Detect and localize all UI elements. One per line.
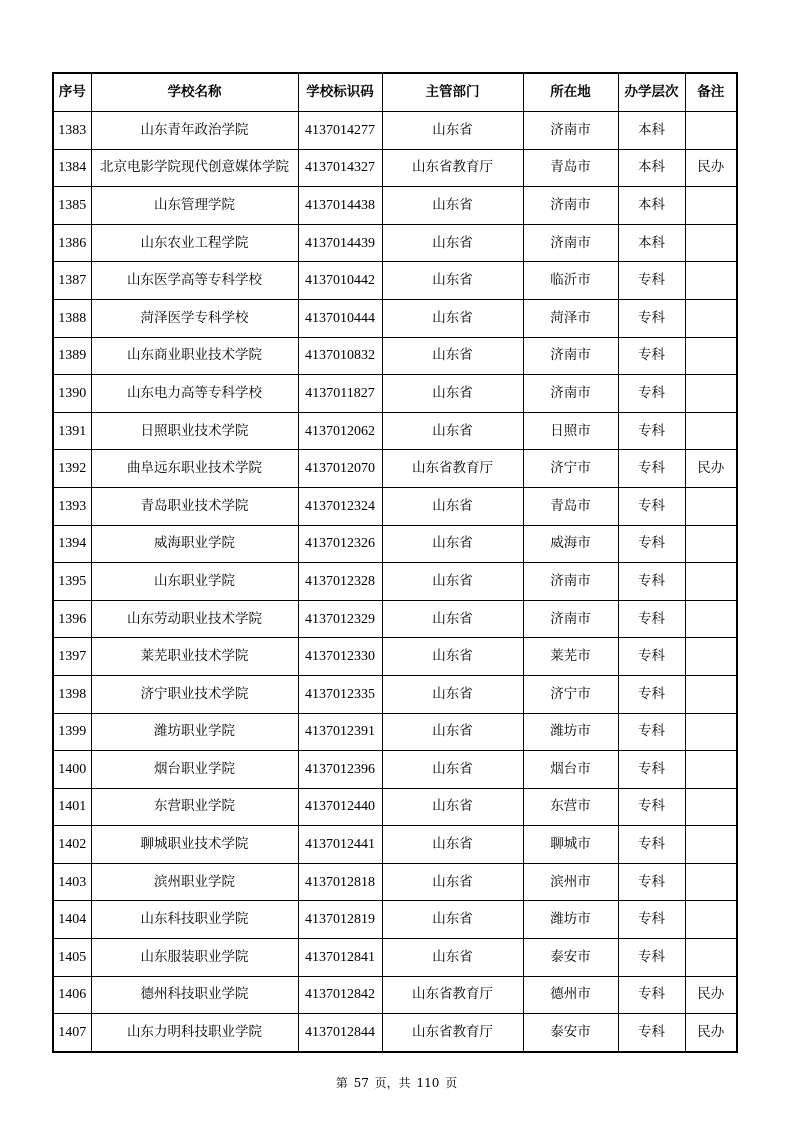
table-row <box>53 112 737 150</box>
cell-col-level: 专科 <box>618 487 685 525</box>
cell-col-school-name: 青岛职业技术学院 <box>91 487 298 525</box>
cell-col-level: 专科 <box>618 412 685 450</box>
cell-col-department: 山东省教育厅 <box>382 1014 523 1052</box>
table-row <box>53 939 737 977</box>
cell-col-serial: 1386 <box>53 224 91 262</box>
cell-col-department: 山东省 <box>382 375 523 413</box>
cell-col-school-name: 山东劳动职业技术学院 <box>91 600 298 638</box>
cell-col-location: 泰安市 <box>523 939 618 977</box>
table-row <box>53 826 737 864</box>
cell-col-school-name: 济宁职业技术学院 <box>91 675 298 713</box>
cell-col-department: 山东省 <box>382 337 523 375</box>
cell-col-level: 专科 <box>618 563 685 601</box>
cell-col-department: 山东省 <box>382 751 523 789</box>
cell-col-level: 专科 <box>618 863 685 901</box>
table-row <box>53 412 737 450</box>
cell-col-serial: 1397 <box>53 638 91 676</box>
cell-col-serial: 1403 <box>53 863 91 901</box>
header-col-department: 主管部门 <box>382 73 523 112</box>
cell-col-remark <box>685 751 737 789</box>
footer-prefix: 第 <box>335 1076 348 1090</box>
cell-col-department: 山东省 <box>382 600 523 638</box>
cell-col-location: 德州市 <box>523 976 618 1014</box>
cell-col-remark <box>685 788 737 826</box>
cell-col-school-name: 山东力明科技职业学院 <box>91 1014 298 1052</box>
table-row <box>53 788 737 826</box>
table-row <box>53 299 737 337</box>
school-list-sheet <box>52 72 736 1053</box>
cell-col-location: 济宁市 <box>523 675 618 713</box>
cell-col-remark: 民办 <box>685 1014 737 1052</box>
cell-col-school-code: 4137012844 <box>298 1014 382 1052</box>
cell-col-school-name: 山东农业工程学院 <box>91 224 298 262</box>
cell-col-level: 专科 <box>618 375 685 413</box>
cell-col-school-name: 威海职业学院 <box>91 525 298 563</box>
cell-col-remark <box>685 901 737 939</box>
cell-col-school-name: 山东职业学院 <box>91 563 298 601</box>
cell-col-level: 专科 <box>618 713 685 751</box>
cell-col-remark <box>685 487 737 525</box>
footer-suffix: 页 <box>445 1076 458 1090</box>
cell-col-school-code: 4137012819 <box>298 901 382 939</box>
cell-col-remark <box>685 826 737 864</box>
cell-col-serial: 1388 <box>53 299 91 337</box>
cell-col-serial: 1391 <box>53 412 91 450</box>
cell-col-level: 本科 <box>618 149 685 187</box>
cell-col-school-name: 莱芜职业技术学院 <box>91 638 298 676</box>
cell-col-department: 山东省 <box>382 412 523 450</box>
cell-col-school-code: 4137014438 <box>298 187 382 225</box>
cell-col-school-code: 4137012841 <box>298 939 382 977</box>
cell-col-serial: 1392 <box>53 450 91 488</box>
table-row <box>53 675 737 713</box>
cell-col-school-name: 山东商业职业技术学院 <box>91 337 298 375</box>
cell-col-location: 济南市 <box>523 375 618 413</box>
cell-col-remark <box>685 187 737 225</box>
table-row <box>53 863 737 901</box>
cell-col-serial: 1407 <box>53 1014 91 1052</box>
cell-col-school-code: 4137012328 <box>298 563 382 601</box>
cell-col-serial: 1384 <box>53 149 91 187</box>
header-col-remark: 备注 <box>685 73 737 112</box>
cell-col-school-code: 4137010442 <box>298 262 382 300</box>
cell-col-school-name: 滨州职业学院 <box>91 863 298 901</box>
cell-col-serial: 1383 <box>53 112 91 150</box>
cell-col-school-code: 4137010832 <box>298 337 382 375</box>
cell-col-location: 莱芜市 <box>523 638 618 676</box>
cell-col-department: 山东省 <box>382 826 523 864</box>
cell-col-school-code: 4137012818 <box>298 863 382 901</box>
cell-col-remark <box>685 224 737 262</box>
header-col-level: 办学层次 <box>618 73 685 112</box>
cell-col-school-name: 烟台职业学院 <box>91 751 298 789</box>
cell-col-school-code: 4137014439 <box>298 224 382 262</box>
page-footer <box>0 1074 793 1091</box>
cell-col-level: 专科 <box>618 751 685 789</box>
cell-col-school-code: 4137012441 <box>298 826 382 864</box>
cell-col-school-name: 山东科技职业学院 <box>91 901 298 939</box>
cell-col-remark <box>685 299 737 337</box>
cell-col-school-code: 4137012070 <box>298 450 382 488</box>
cell-col-level: 专科 <box>618 299 685 337</box>
cell-col-remark: 民办 <box>685 149 737 187</box>
table-row <box>53 525 737 563</box>
cell-col-location: 济宁市 <box>523 450 618 488</box>
footer-page-number: 57 <box>353 1076 369 1090</box>
cell-col-school-name: 聊城职业技术学院 <box>91 826 298 864</box>
footer-mid: 页，共 <box>374 1076 411 1090</box>
cell-col-serial: 1402 <box>53 826 91 864</box>
cell-col-level: 专科 <box>618 826 685 864</box>
cell-col-location: 烟台市 <box>523 751 618 789</box>
cell-col-school-name: 曲阜远东职业技术学院 <box>91 450 298 488</box>
cell-col-location: 菏泽市 <box>523 299 618 337</box>
cell-col-location: 济南市 <box>523 187 618 225</box>
cell-col-remark <box>685 112 737 150</box>
school-table <box>52 72 738 1053</box>
cell-col-department: 山东省 <box>382 262 523 300</box>
cell-col-level: 专科 <box>618 901 685 939</box>
cell-col-department: 山东省 <box>382 939 523 977</box>
cell-col-school-code: 4137012329 <box>298 600 382 638</box>
cell-col-department: 山东省 <box>382 713 523 751</box>
cell-col-serial: 1394 <box>53 525 91 563</box>
cell-col-serial: 1396 <box>53 600 91 638</box>
cell-col-department: 山东省 <box>382 487 523 525</box>
footer-total-pages: 110 <box>416 1076 440 1090</box>
cell-col-department: 山东省 <box>382 563 523 601</box>
table-row <box>53 375 737 413</box>
table-body <box>53 112 737 1052</box>
cell-col-level: 专科 <box>618 525 685 563</box>
cell-col-level: 本科 <box>618 224 685 262</box>
header-col-location: 所在地 <box>523 73 618 112</box>
cell-col-serial: 1406 <box>53 976 91 1014</box>
cell-col-serial: 1404 <box>53 901 91 939</box>
cell-col-level: 专科 <box>618 262 685 300</box>
table-row <box>53 487 737 525</box>
table-row <box>53 713 737 751</box>
cell-col-school-name: 菏泽医学专科学校 <box>91 299 298 337</box>
cell-col-school-code: 4137014277 <box>298 112 382 150</box>
cell-col-school-code: 4137012330 <box>298 638 382 676</box>
header-col-school-code: 学校标识码 <box>298 73 382 112</box>
cell-col-department: 山东省教育厅 <box>382 450 523 488</box>
cell-col-school-code: 4137014327 <box>298 149 382 187</box>
table-row <box>53 149 737 187</box>
cell-col-level: 专科 <box>618 788 685 826</box>
cell-col-school-name: 潍坊职业学院 <box>91 713 298 751</box>
table-row <box>53 337 737 375</box>
cell-col-remark: 民办 <box>685 976 737 1014</box>
table-row <box>53 976 737 1014</box>
cell-col-serial: 1390 <box>53 375 91 413</box>
header-row <box>53 73 737 112</box>
cell-col-school-name: 山东服装职业学院 <box>91 939 298 977</box>
cell-col-location: 潍坊市 <box>523 713 618 751</box>
cell-col-serial: 1398 <box>53 675 91 713</box>
cell-col-school-code: 4137012324 <box>298 487 382 525</box>
cell-col-school-code: 4137012440 <box>298 788 382 826</box>
cell-col-school-code: 4137012391 <box>298 713 382 751</box>
cell-col-remark <box>685 262 737 300</box>
cell-col-location: 青岛市 <box>523 149 618 187</box>
header-col-school-name: 学校名称 <box>91 73 298 112</box>
cell-col-school-name: 东营职业学院 <box>91 788 298 826</box>
table-row <box>53 450 737 488</box>
cell-col-level: 专科 <box>618 1014 685 1052</box>
cell-col-location: 东营市 <box>523 788 618 826</box>
cell-col-level: 专科 <box>618 638 685 676</box>
cell-col-location: 威海市 <box>523 525 618 563</box>
cell-col-location: 潍坊市 <box>523 901 618 939</box>
cell-col-location: 济南市 <box>523 337 618 375</box>
table-row <box>53 751 737 789</box>
cell-col-level: 专科 <box>618 976 685 1014</box>
cell-col-location: 济南市 <box>523 600 618 638</box>
cell-col-serial: 1395 <box>53 563 91 601</box>
header-col-serial: 序号 <box>53 73 91 112</box>
cell-col-school-name: 山东青年政治学院 <box>91 112 298 150</box>
cell-col-department: 山东省 <box>382 187 523 225</box>
cell-col-serial: 1387 <box>53 262 91 300</box>
cell-col-remark <box>685 863 737 901</box>
cell-col-school-name: 北京电影学院现代创意媒体学院 <box>91 149 298 187</box>
cell-col-level: 专科 <box>618 600 685 638</box>
cell-col-location: 青岛市 <box>523 487 618 525</box>
cell-col-department: 山东省教育厅 <box>382 976 523 1014</box>
cell-col-serial: 1389 <box>53 337 91 375</box>
cell-col-remark <box>685 939 737 977</box>
cell-col-school-name: 日照职业技术学院 <box>91 412 298 450</box>
cell-col-level: 专科 <box>618 939 685 977</box>
cell-col-serial: 1405 <box>53 939 91 977</box>
cell-col-level: 专科 <box>618 675 685 713</box>
table-row <box>53 187 737 225</box>
cell-col-serial: 1393 <box>53 487 91 525</box>
cell-col-school-code: 4137010444 <box>298 299 382 337</box>
cell-col-remark <box>685 675 737 713</box>
cell-col-level: 本科 <box>618 187 685 225</box>
cell-col-level: 专科 <box>618 337 685 375</box>
cell-col-department: 山东省 <box>382 525 523 563</box>
cell-col-location: 济南市 <box>523 224 618 262</box>
cell-col-location: 济南市 <box>523 112 618 150</box>
cell-col-school-code: 4137012396 <box>298 751 382 789</box>
cell-col-serial: 1400 <box>53 751 91 789</box>
cell-col-department: 山东省 <box>382 299 523 337</box>
cell-col-department: 山东省 <box>382 863 523 901</box>
table-header <box>53 73 737 112</box>
cell-col-department: 山东省 <box>382 788 523 826</box>
cell-col-remark <box>685 525 737 563</box>
cell-col-school-name: 德州科技职业学院 <box>91 976 298 1014</box>
cell-col-serial: 1401 <box>53 788 91 826</box>
cell-col-remark <box>685 600 737 638</box>
table-row <box>53 600 737 638</box>
cell-col-location: 滨州市 <box>523 863 618 901</box>
table-row <box>53 563 737 601</box>
table-row <box>53 224 737 262</box>
cell-col-school-name: 山东电力高等专科学校 <box>91 375 298 413</box>
cell-col-level: 本科 <box>618 112 685 150</box>
cell-col-location: 济南市 <box>523 563 618 601</box>
cell-col-serial: 1385 <box>53 187 91 225</box>
table-row <box>53 638 737 676</box>
cell-col-remark <box>685 713 737 751</box>
cell-col-level: 专科 <box>618 450 685 488</box>
cell-col-remark <box>685 375 737 413</box>
cell-col-department: 山东省教育厅 <box>382 149 523 187</box>
cell-col-location: 临沂市 <box>523 262 618 300</box>
cell-col-department: 山东省 <box>382 675 523 713</box>
cell-col-location: 聊城市 <box>523 826 618 864</box>
cell-col-serial: 1399 <box>53 713 91 751</box>
cell-col-remark <box>685 337 737 375</box>
cell-col-department: 山东省 <box>382 901 523 939</box>
cell-col-school-name: 山东医学高等专科学校 <box>91 262 298 300</box>
cell-col-school-code: 4137011827 <box>298 375 382 413</box>
cell-col-remark <box>685 412 737 450</box>
table-row <box>53 901 737 939</box>
cell-col-remark <box>685 638 737 676</box>
cell-col-department: 山东省 <box>382 638 523 676</box>
cell-col-school-code: 4137012062 <box>298 412 382 450</box>
cell-col-school-name: 山东管理学院 <box>91 187 298 225</box>
cell-col-location: 日照市 <box>523 412 618 450</box>
table-row <box>53 1014 737 1052</box>
cell-col-location: 泰安市 <box>523 1014 618 1052</box>
table-row <box>53 262 737 300</box>
cell-col-school-code: 4137012335 <box>298 675 382 713</box>
cell-col-school-code: 4137012326 <box>298 525 382 563</box>
cell-col-department: 山东省 <box>382 112 523 150</box>
cell-col-remark <box>685 563 737 601</box>
cell-col-department: 山东省 <box>382 224 523 262</box>
cell-col-school-code: 4137012842 <box>298 976 382 1014</box>
cell-col-remark: 民办 <box>685 450 737 488</box>
